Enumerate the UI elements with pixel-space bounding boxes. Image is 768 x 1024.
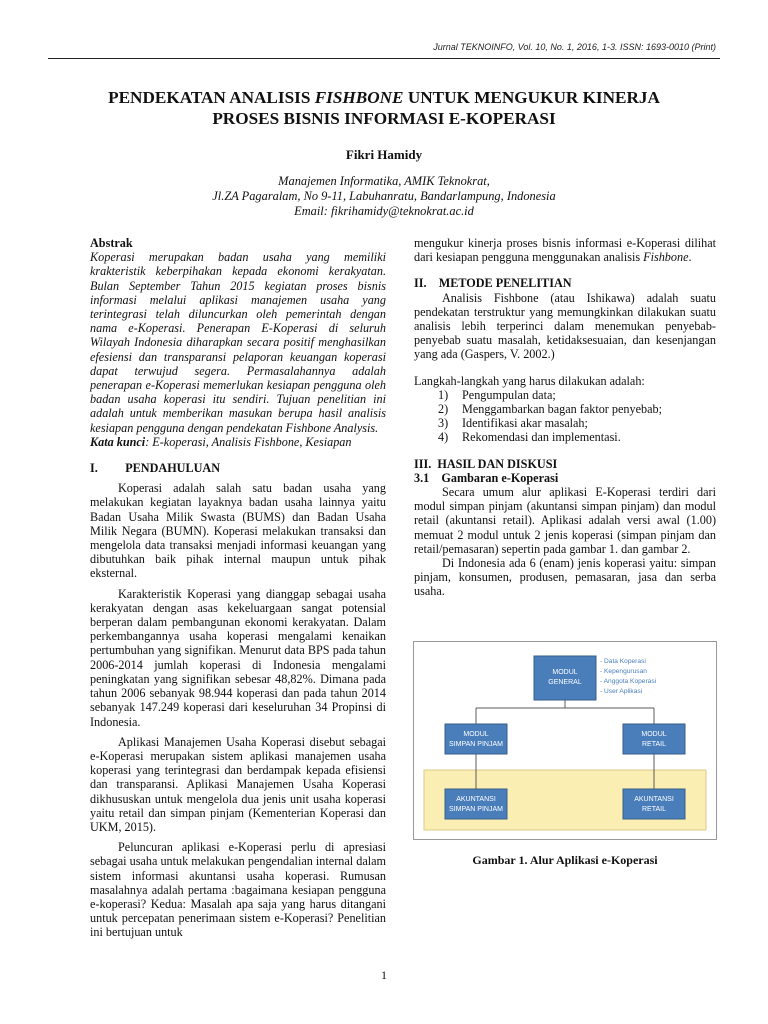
- affiliation-line2: Jl.ZA Pagaralam, No 9-11, Labuhanratu, Bandarlampung, Indonesia: [212, 189, 556, 204]
- akuntansi-simpan-line1: AKUNTANSI: [456, 796, 496, 803]
- author-name: Fikri Hamidy: [345, 147, 423, 162]
- modul-simpan-line2: SIMPAN PINJAM: [449, 741, 503, 748]
- modul-general-box: [534, 656, 596, 700]
- modul-simpan-pinjam-box: [445, 724, 507, 754]
- p4-cont-a: mengukur kinerja proses bisnis informasi e-Koperasi dilihat dari kesiapan pengguna menggunakan analisis: [414, 236, 716, 265]
- modul-simpan-line1: MODUL: [463, 731, 489, 738]
- note-item: - Anggota Koperasi: [600, 678, 657, 685]
- figure-1-diagram: [413, 641, 717, 840]
- section1-heading: I. PENDAHULUAN: [90, 461, 221, 476]
- modul-general-line2: GENERAL: [548, 679, 582, 686]
- list-item: 1) Pengumpulan data;: [438, 387, 556, 402]
- running-header: Jurnal TEKNOINFO, Vol. 10, No. 1, 2016, 1-3. ISSN: 1693-0010 (Print): [433, 42, 716, 52]
- list-item: 2) Menggambarkan bagan faktor penyebab;: [438, 402, 662, 417]
- title-line2: PROSES BISNIS INFORMASI E-KOPERASI: [212, 109, 556, 128]
- section3-heading: III. HASIL DAN DISKUSI: [414, 456, 558, 471]
- title-line1-part-c: UNTUK MENGUKUR KINERJA: [403, 88, 660, 107]
- akuntansi-retail-line2: RETAIL: [642, 806, 666, 813]
- paper-title: [60, 87, 708, 129]
- modul-retail-line2: RETAIL: [642, 741, 666, 748]
- right-column: [414, 236, 716, 599]
- modul-general-line1: MODUL: [552, 669, 578, 676]
- note-item: - User Aplikasi: [600, 688, 643, 695]
- keywords-label: Kata kunci: [90, 434, 146, 449]
- modul-retail-box: [623, 724, 685, 754]
- akuntansi-simpan-line2: SIMPAN PINJAM: [449, 806, 503, 813]
- p4-cont-c: .: [688, 250, 692, 265]
- akuntansi-simpan-pinjam-box: [445, 789, 507, 819]
- affiliation-line1: Manajemen Informatika, AMIK Teknokrat,: [278, 174, 490, 188]
- akuntansi-retail-line1: AKUNTANSI: [634, 796, 674, 803]
- note-item: - Kepengurusan: [600, 668, 647, 675]
- section1-paragraph-4-continued: [414, 236, 716, 264]
- list-item: 3) Identifikasi akar masalah;: [438, 416, 588, 431]
- left-column: [90, 236, 386, 940]
- flow-diagram: [414, 642, 716, 839]
- subsection-3-1-heading: 3.1 Gambaran e-Koperasi: [414, 470, 559, 485]
- modul-retail-line1: MODUL: [641, 731, 667, 738]
- section3-paragraph-1: Secara umum alur aplikasi E-Koperasi terdiri dari modul simpan pinjam (akuntansi simpan pinjam) dan modul retail (akuntansi retail). Aplikasi adalah versi awal (1.00) memuat 2 modul untuk 2 jenis koperasi (simpan pinjam dan retail/pemasaran) sepertin pada gambar 1. dan gambar 2.: [414, 485, 716, 556]
- section1-paragraph-4: Peluncuran aplikasi e-Koperasi perlu di apresiasi sebagai usaha untuk melakukan pengendalian internal dalam sistem informasi akuntansi usaha koperasi. Rumusan masalahnya adalah pertama :bagaimana kesiapan pengguna e-koperasi? Kedua: Masalah apa saja yang harus ditangani untuk percepatan penerimaan sistem e-Koperasi? Penelitian ini bertujuan untuk: [90, 840, 386, 940]
- section3-paragraph-2: Di Indonesia ada 6 (enam) jenis koperasi yaitu: simpan pinjam, konsumen, produsen, pemasaran, jasa dan serba usaha.: [414, 556, 716, 599]
- abstract-body: Koperasi merupakan badan usaha yang memiliki krakteristik keberpihakan kepada ekonomi kerakyatan. Bulan September Tahun 2015 kegiatan proses bisnis informasi melalui aplikasi manajemen usaha yang terintegrasi telah diluncurkan oleh pemerintah dengan nama e-Koperasi. Penerapan E-Koperasi di seluruh Wilayah Indonesia diharapkan secara positif menghasilkan efesiensi dan transparansi pelaporan keuangan koperasi dapat terwujud segera. Permasalahannya adalah penerapan e-Koperasi memerlukan kesiapan pengguna oleh badan usaha koperasi itu sendiri. Tujuan penelitian ini adalah untuk memberikan masukan berupa hasil analisis kesiapan pengguna dengan pendekatan Fishbone Analysis.: [90, 250, 386, 435]
- keywords-text: : E-koperasi, Analisis Fishbone, Kesiapan: [145, 434, 352, 449]
- title-line1-part-a: PENDEKATAN ANALISIS: [108, 88, 315, 107]
- section2-paragraph-1: Analisis Fishbone (atau Ishikawa) adalah suatu pendekatan terstruktur yang memungkinkan dilakukan suatu analisis lebih terperinci dalam menemukan penyebab-penyebab suatu masalah, ketidaksesuaian, dan kesenjangan yang ada (Gaspers, V. 2002.): [414, 290, 716, 362]
- header-rule: [48, 58, 720, 59]
- note-item: - Data Koperasi: [600, 658, 646, 665]
- keywords: [90, 435, 386, 449]
- section1-paragraph-2: Karakteristik Koperasi yang dianggap sebagai usaha kerakyatan dengan asas kekeluargaan sangat potensial berperan dalam pembangunan ekonomi kerakyatan. Dalam perkembangannya usaha koperasi mengalami kenaikan pertumbuhan yang signifikan. Menurut data BPS pada tahun 2006-2014 jumlah koperasi di Indonesia mengalami peningkatan yang signifikan sebesar 48,82%. Dimana pada tahun 2006 sebanyak 98.944 koperasi dan pada tahun 2014 sebanyak 147.249 koperasi dari keseluruhan 34 Propinsi di Indonesia.: [90, 586, 386, 729]
- steps-intro: Langkah-langkah yang harus dilakukan adalah:: [414, 373, 645, 388]
- abstract-heading: Abstrak: [90, 236, 133, 250]
- title-line1-fishbone: FISHBONE: [314, 88, 404, 107]
- section2-heading: II. METODE PENELITIAN: [414, 276, 572, 291]
- section1-paragraph-1: Koperasi adalah salah satu badan usaha yang melakukan kegiatan layaknya badan usaha lainnya yaitu Badan Usaha Milik Swasta (BUMS) dan Badan Usaha Milik Negara (BUMN). Koperasi melakukan transaksi dan mengelola data transaksi menjadi informasi keuangan yang dibutuhkan baik pihak internal maupun untuk pihak eksternal.: [90, 481, 386, 581]
- akuntansi-retail-box: [623, 789, 685, 819]
- list-item: 4) Rekomendasi dan implementasi.: [438, 430, 621, 445]
- figure-caption: Gambar 1. Alur Aplikasi e-Koperasi: [472, 853, 658, 867]
- page-number: 1: [381, 968, 387, 982]
- p4-cont-fishbone: Fishbone: [643, 250, 689, 265]
- notes-list: [600, 658, 657, 695]
- steps-list: [414, 388, 716, 445]
- affiliation-email: Email: fikrihamidy@teknokrat.ac.id: [294, 204, 474, 219]
- section1-paragraph-3: Aplikasi Manajemen Usaha Koperasi disebut sebagai e-Koperasi merupakan sistem aplikasi manajemen usaha koperasi yang terintegrasi dan berdampak kepada efisiensi dan transparansi. Aplikasi Manajemen Usaha Koperasi dikhususkan untuk mengelola dua jenis unit usaha koperasi yaitu retail dan simpan pinjam (Kementerian Koperasi dan UKM, 2015).: [90, 734, 386, 834]
- affiliation: [0, 174, 768, 220]
